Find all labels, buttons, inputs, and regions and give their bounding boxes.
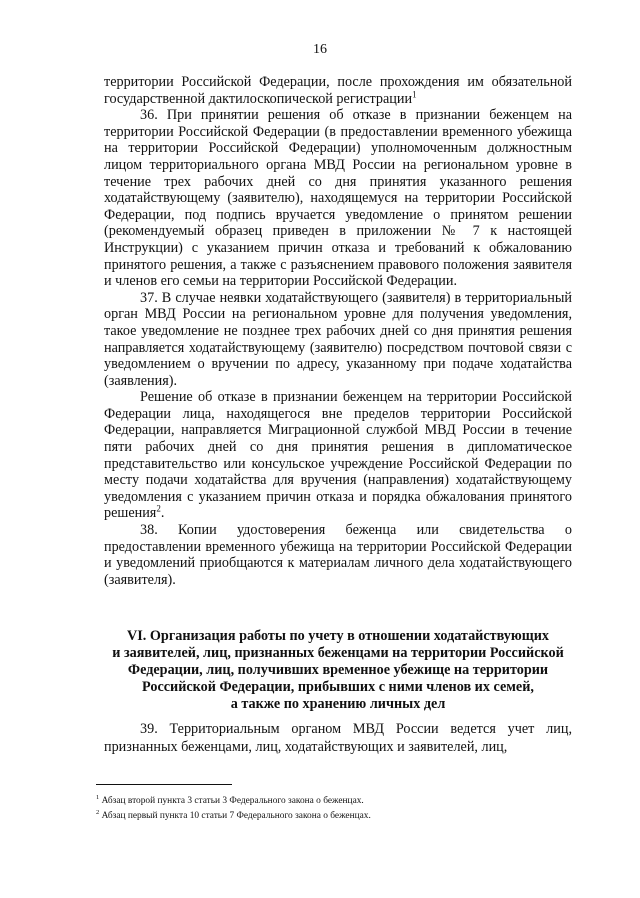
footnote-1-text: Абзац второй пункта 3 статьи 3 Федерального закона о беженцах. bbox=[99, 796, 364, 807]
footnotes bbox=[96, 792, 576, 822]
footnote-2-mark: 2 bbox=[96, 809, 100, 817]
paragraph-continuation-text: территории Российской Федерации, после прохождения им обязательной государственной дактилоскопической регистрации bbox=[104, 74, 572, 107]
section-heading bbox=[104, 628, 572, 713]
paragraph-37-second: Решение об отказе в признании беженцем на территории Российской Федерации лица, находящегося вне пределов территории Российской Федерации, направляется Миграционной службой МВД России в течение пяти рабочих дней со дня принятия решения в дипломатическое представительство или консульское учреждение Российской Федерации по месту подачи ходатайства для вручения (направления) ходатайствующему уведомления с указанием причин отказа и порядка обжалования принятого решения$^2$. bbox=[104, 389, 572, 522]
section-heading-line-5: а также по хранению личных дел bbox=[230, 696, 446, 712]
footnote-1 bbox=[96, 792, 576, 807]
paragraph-36: 36. При принятии решения об отказе в признании беженцем на территории Российской Федерации (в предоставлении временного убежища на территории Российской Федерации) уполномоченным должностным лицом территориального органа МВД России на региональном уровне в течение трех рабочих дней со дня принятия указанного решения ходатайствующему (заявителю), находящемуся на территории Российской Федерации, под подпись вручается уведомление о принятом решении (рекомендуемый образец приведен в приложении № 7 к настоящей Инструкции) с указанием причин отказа и требований к обжалованию принятого решения, а также с разъяснением правового положения заявителя и членов его семьи на территории Российской Федерации. bbox=[104, 107, 572, 290]
paragraph-37-second-text: Решение об отказе в признании беженцем на территории Российской Федерации лица, находящегося вне пределов территории Российской Федерации, направляется Миграционной службой МВД России в течение пяти рабочих дней со дня принятия решения в дипломатическое представительство или консульское учреждение Российской Федерации по месту подачи ходатайства для вручения (направления) ходатайствующему уведомления с указанием причин отказа и порядка обжалования принятого решения bbox=[104, 389, 572, 522]
paragraph-37: 37. В случае неявки ходатайствующего (заявителя) в территориальный орган МВД России на региональном уровне для получения уведомления, такое уведомление не позднее трех рабочих дней со дня принятия решения направляется ходатайствующему (заявителю) посредством почтовой связи с уведомлением о вручении по адресу, указанному при подаче ходатайства (заявления). bbox=[104, 289, 572, 389]
page-number: 16 bbox=[313, 42, 327, 57]
section-heading-line-2: и заявителей, лиц, признанных беженцами на территории Российской bbox=[112, 645, 564, 661]
paragraph-39: 39. Территориальным органом МВД России ведется учет лиц, признанных беженцами, лиц, ходатайствующих и заявителей, лиц, bbox=[104, 721, 572, 755]
footnote-1-mark: 1 bbox=[96, 794, 100, 801]
paragraph-continuation bbox=[104, 74, 572, 107]
paragraph-39-block bbox=[104, 720, 572, 756]
footnote-ref-2: 2 bbox=[156, 503, 161, 514]
section-heading-line-1: VI. Организация работы по учету в отношении ходатайствующих bbox=[127, 628, 549, 644]
footnote-2 bbox=[96, 807, 576, 822]
footnote-ref-1: 1 bbox=[412, 88, 417, 99]
section-heading-line-3: Федерации, лиц, получивших временное убежище на территории bbox=[127, 662, 549, 678]
footnote-separator bbox=[96, 784, 232, 785]
section-heading-line-4: Российской Федерации, прибывших с ними членов их семей, bbox=[142, 679, 534, 695]
paragraph-38: 38. Копии удостоверения беженца или свидетельства о предоставлении временного убежища на территории Российской Федерации и уведомлений приобщаются к материалам личного дела ходатайствующего (заявителя). bbox=[104, 522, 572, 588]
footnote-2-text: Абзац первый пункта 10 статьи 7 Федерального закона о беженцах. bbox=[99, 811, 371, 822]
body-text bbox=[104, 74, 572, 588]
